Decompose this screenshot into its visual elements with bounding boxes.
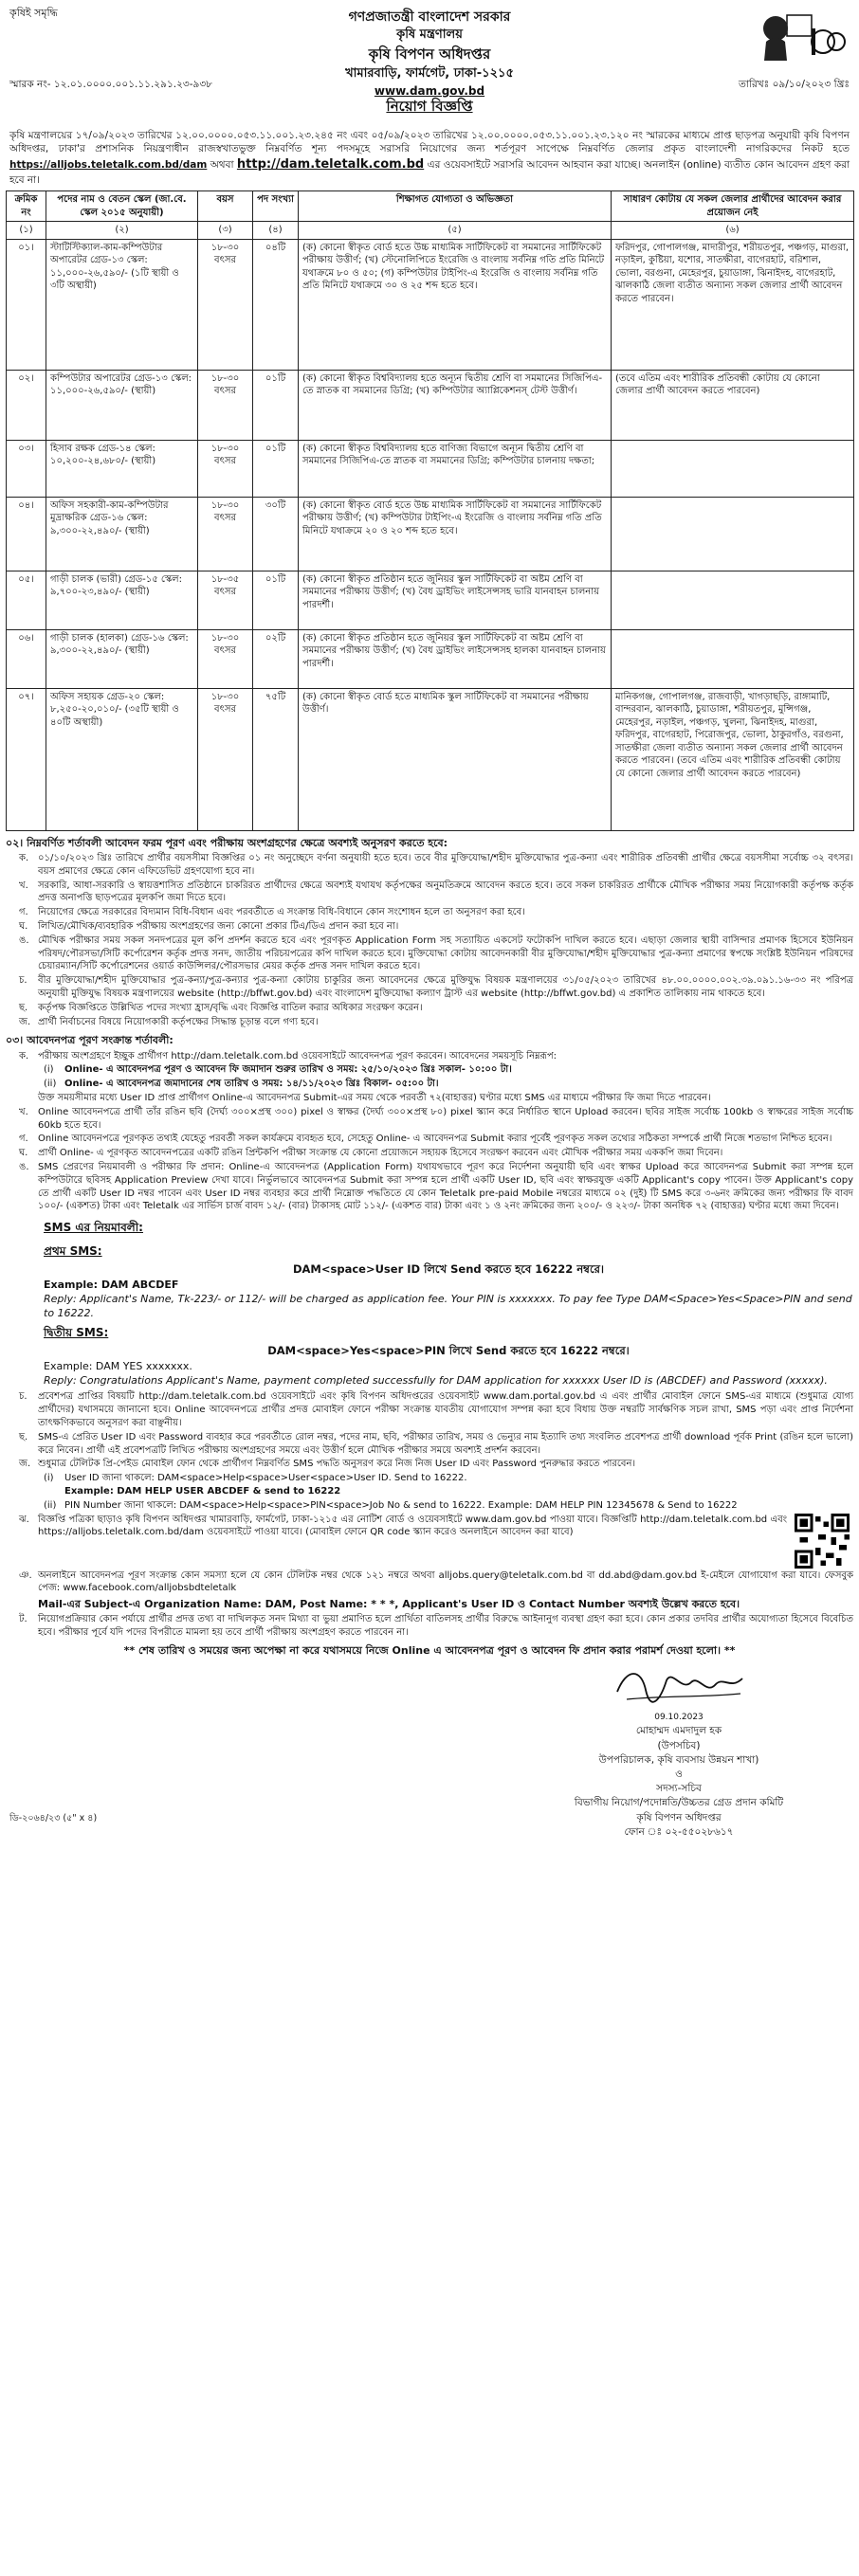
age-cell: ১৮-৩০ বৎসর (198, 440, 253, 497)
government-name: গণপ্রজাতন্ত্রী বাংলাদেশ সরকার (348, 9, 511, 25)
age-cell: ১৮-৩০ বৎসর (198, 497, 253, 571)
notice-availability-text: বিজ্ঞপ্তি পত্রিকা ছাড়াও কৃষি বিপণন অধিদপ্তর খামারবাড়ি, ফার্মগেট, ঢাকা-১২১৫ এর নোটিশ বোর্ড ও ওয়েবসাইটে www.dam.gov.bd পাওয়া যাবে। বিজ্ঞপ্তিটি http://dam.teletalk.com.bd এবং https://alljobs.teletalk.com.bd/dam ওয়েবসাইটে পাওয়া যাবে। (মোবাইল ফোনে QR code স্ক্যান করেও অনলাইনে আবেদন করা যাবে) (38, 1514, 787, 1538)
qualification-cell: (ক) কোনো স্বীকৃত প্রতিষ্ঠান হতে জুনিয়র স্কুল সার্টিফিকেট বা অষ্টম শ্রেণি বা সমমানের পরীক্ষায় উত্তীর্ণ; (খ) বৈধ ড্রাইভিং লাইসেন্সসহ হালকা যানবাহন চালনায় পারদর্শী। (299, 629, 612, 688)
apply-list-2 (6, 1092, 853, 1213)
post-cell: অফিস সহকারী-কাম-কম্পিউটার মুদ্রাক্ষরিক গ্রেড-১৬ স্কেল: ৯,৩০০-২২,৪৯০/- (স্থায়ী) (46, 497, 198, 571)
notice-page (6, 6, 853, 1838)
list-item (6, 1133, 853, 1146)
signature-date: 09.10.2023 (654, 1713, 704, 1723)
sub-key: (ii) (44, 1499, 57, 1511)
quota-cell: ফরিদপুর, গোপালগঞ্জ, মাদারীপুর, শরীয়তপুর, পঞ্চগড়, মাগুরা, নড়াইল, কুষ্টিয়া, যশোর, সাতক্ষীরা, বাগেরহাট, বরিশাল, ভোলা, বরগুনা, মেহেরপুর, চুয়াডাঙ্গা, ঝিনাইদহ, বাগেরহাট, ঝালকাঠি জেলা ব্যতীত অন্যান্য সকল জেলার প্রার্থী আবেদন করতে পারবেন। (612, 239, 854, 370)
recover-user-id-text: User ID জানা থাকলে: DAM<space>Help<space>User<space>User ID. Send to 16222. (64, 1473, 467, 1484)
table-row (7, 370, 854, 440)
quota-cell (612, 440, 854, 497)
item-key: চ. (19, 975, 27, 987)
item-key: ঞ. (19, 1569, 32, 1581)
item-text: লিখিত/মৌখিক/ব্যবহারিক পরীক্ষায় অংশগ্রহণের জন্য কোনো প্রকার টিএ/ডিএ প্রদান করা হবে না। (38, 921, 399, 933)
serial-cell: ০২। (7, 370, 46, 440)
second-sms-reply: Reply: Congratulations Applicant's Name, payment completed successfully for DAM application for xxxxxx User ID is (ABCDEF) and Password (xxxxx). (44, 1374, 828, 1388)
count-cell: ০৪টি (253, 239, 299, 370)
item-text: ০১/১০/২০২৩ খ্রিঃ তারিখে প্রার্থীর বয়সসীমা বিজ্ঞপ্তির ০১ নং অনুচ্ছেদে বর্ণনা অনুযায়ী হতে হবে। তবে বীর মুক্তিযোদ্ধা/শহীদ মুক্তিযোদ্ধার পুত্র-কন্যা এবং শারীরিক প্রতিবন্ধী প্রার্থীর ক্ষেত্রে বয়সসীমা সর্বোচ্চ ৩২ বৎসর। বয়স প্রমাণের ক্ষেত্রে কোন এফিডেভিট গ্রহণযোগ্য হবে না। (38, 853, 853, 877)
recover-pin-text: PIN Number জানা থাকলে: DAM<space>Help<space>PIN<space>Job No & send to 16222. Example: DAM HELP PIN 12345678 & Send to 16222 (64, 1499, 738, 1511)
signature-graphic (608, 1663, 750, 1707)
table-row (7, 571, 854, 629)
count-cell: ০১টি (253, 571, 299, 629)
memo-row (9, 78, 850, 91)
item-key: গ. (19, 1134, 28, 1145)
quota-cell (612, 571, 854, 629)
warning-list (6, 1613, 853, 1640)
item-key: ঘ. (19, 1148, 28, 1159)
apply-link-dam[interactable]: http://dam.teletalk.com.bd (236, 156, 425, 172)
colnum-cell: (৫) (299, 222, 612, 240)
item-text: SMS প্রেরণের নিয়মাবলী ও পরীক্ষার ফি প্রদান: Online-এ আবেদনপত্র (Application Form) যথাযথভাবে পূরণ করে নির্দেশনা অনুযায়ী ছবি এবং স্বাক্ষর Upload করে আবেদনপত্র Submit করা সম্পন্ন হলে কম্পিউটারে ছবিসহ Application Preview দেখা যাবে। নির্ভুলভাবে আবেদনপত্র Submit করা সম্পন্ন হলে প্রার্থী একটি User ID, ছবি এবং স্বাক্ষরযুক্ত একটি Applicant's copy পাবেন। উক্ত Applicant's copy তে প্রার্থী একটি User ID নম্বর পাবেন এবং User ID নম্বর ব্যবহার করে প্রার্থী নিম্নোক্ত পদ্ধতিতে যে কোন Teletalk pre-paid Mobile নম্বরের মাধ্যমে ০২ (দুই) টি SMS করে ৩-৬নং ক্রমিকের জন্য পরীক্ষার ফি বাবদ ১০০/- (একশত) টাকা এবং Teletalk এর সার্ভিস চার্জ বাবদ ১২/- (বার) টাকাসহ মোট ১১২/- (একশত বার) টাকা এবং ১ ও ২নং ক্রমিকের জন্য ২০০/- ও ২২৩/- টাকা অনধিক ৭২ (বাহাত্তর) ঘণ্টার মধ্যে জমা দিবেন। (38, 1161, 853, 1212)
colnum-cell: (২) (46, 222, 198, 240)
count-cell: ৩০টি (253, 497, 299, 571)
signature-block (537, 1663, 821, 1840)
list-item (6, 920, 853, 934)
item-key: চ. (19, 1391, 27, 1403)
signatory-title-3: ও (675, 1769, 683, 1780)
notice-title: নিয়োগ বিজ্ঞপ্তি (386, 98, 473, 115)
list-item (6, 906, 853, 919)
intro-or: অথবা (210, 158, 234, 171)
quota-cell: মানিকগঞ্জ, গোপালগঞ্জ, রাজবাড়ী, খাগড়াছড়ি, রাঙ্গামাটি, বান্দরবান, ঝালকাঠি, চুয়াডাঙ্গা, শরীয়তপুর, মুন্সিগঞ্জ, মেহেরপুর, নড়াইল, পঞ্চগড়, খুলনা, ঝিনাইদহ, মাগুরা, ফরিদপুর, বাগেরহাট, পিরোজপুর, ভোলা, ঠাকুরগাঁও, বরগুনা, সাতক্ষীরা জেলা ব্যতীত অন্যান্য সকল জেলার প্রার্থী আবেদন করতে পারবেন। (তবে এতিম এবং শারীরিক প্রতিবন্ধী কোটায় যে কোনো জেলার প্রার্থী আবেদন করতে পারবেন) (612, 688, 854, 830)
qualification-cell: (ক) কোনো স্বীকৃত বোর্ড হতে মাধ্যমিক স্কুল সার্টিফিকেট বা সমমানের পরীক্ষায় উত্তীর্ণ। (299, 688, 612, 830)
list-item (6, 1161, 853, 1213)
sub-key: (ii) (44, 1079, 57, 1090)
post-cell: হিসাব রক্ষক গ্রেড-১৪ স্কেল: ১০,২০০-২৪,৬৮০/- (স্থায়ী) (46, 440, 198, 497)
qr-code-icon[interactable] (795, 1514, 850, 1569)
schedule-start (44, 1063, 853, 1077)
department-address: খামারবাড়ি, ফার্মগেট, ঢাকা-১২১৫ (345, 65, 514, 81)
post-cell: স্টাটিস্টিক্যাল-কাম-কম্পিউটার অপারেটর গ্রেড-১৩ স্কেল: ১১,০০০-২৬,৫৯০/- (১টি স্থায়ী ও ৩টি অস্থায়ী) (46, 239, 198, 370)
item-key: ঝ. (19, 1514, 29, 1525)
colnum-cell: (৪) (253, 222, 299, 240)
item-key: খ. (19, 1106, 28, 1117)
item-text: কর্তৃপক্ষ বিজ্ঞপ্তিতে উল্লিখিত পদের সংখ্যা হ্রাস/বৃদ্ধি এবং বিজ্ঞপ্তি বাতিল করার অধিকার সংরক্ষণ করেন। (38, 1002, 423, 1013)
schedule-start-text: Online- এ আবেদনপত্র পূরণ ও আবেদন ফি জমাদান শুরুর তারিখ ও সময়: ২৫/১০/২০২৩ খ্রিঃ সকাল- ১০:০০ টা। (64, 1064, 512, 1076)
item-key: ঙ. (19, 934, 29, 946)
item-key: ছ. (19, 1431, 28, 1442)
header-cell: পদ সংখ্যা (253, 191, 299, 222)
item-key: জ. (19, 1016, 31, 1027)
item-text: প্রবেশপত্র প্রাপ্তির বিষয়টি http://dam.teletalk.com.bd ওয়েবসাইটে এবং কৃষি বিপণন অধিদপ্তরের ওয়েবসাইট www.dam.portal.gov.bd এ এবং প্রার্থীর মোবাইল ফোনে SMS-এর মাধ্যমে (শুধুমাত্র যোগ্য প্রার্থীদের) যথাসময়ে জানানো হবে। Online আবেদনপত্রে প্রার্থীর প্রদত্ত মোবাইল ফোনে পরীক্ষা সংক্রান্ত যাবতীয় যোগাযোগ সম্পন্ন করা হবে বিধায় উক্ত নম্বরটি সার্বক্ষণিক সচল রাখা, SMS পড়া এবং প্রাপ্ত নির্দেশনা তাৎক্ষণিকভাবে অনুসরণ করা বাঞ্ছনীয়। (38, 1391, 853, 1428)
list-item (6, 1147, 853, 1160)
item-text: শুধুমাত্র টেলিটক প্রি-পেইড মোবাইল ফোন থেকে প্রার্থীগণ নিম্নবর্ণিত SMS পদ্ধতি অনুসরণ করে নিজ নিজ User ID এবং Password পুনরুদ্ধার করতে পারবেন। (38, 1459, 636, 1470)
item-key: ছ. (19, 1002, 28, 1013)
item-text: প্রার্থী Online- এ পূরণকৃত আবেদনপত্রের একটি রঙিন প্রিন্টকপি পরীক্ষা সংক্রান্ত যে কোনো প্রয়োজনে সহায়ক হিসেবে সংরক্ষণ করবেন এবং মৌখিক পরীক্ষার সময় এককপি জমা দিবেন। (38, 1148, 723, 1159)
count-cell: ০১টি (253, 440, 299, 497)
post-cell: গাড়ী চালক (ভারী) গ্রেড-১৫ স্কেল: ৯,৭০০-২৩,৪৯০/- (স্থায়ী) (46, 571, 198, 629)
post-cell: কম্পিউটার অপারেটর গ্রেড-১৩ স্কেল: ১১,০০০-২৬,৫৯০/- (স্থায়ী) (46, 370, 198, 440)
notice-availability (6, 1514, 853, 1596)
list-item (6, 1002, 853, 1015)
mail-subject-note: Mail-এর Subject-এ Organization Name: DAM, Post Name: * * *, Applicant's User ID ও Contact Number অবশ্যই উল্লেখ করতে হবে। (38, 1598, 740, 1611)
second-sms-example: Example: DAM YES xxxxxxx. (44, 1360, 192, 1373)
sms-title: SMS এর নিয়মাবলী: (44, 1221, 143, 1235)
item-key: ট. (19, 1614, 27, 1625)
list-item (6, 934, 853, 973)
memo-date: তারিখঃ ০৯/১০/২০২৩ খ্রিঃ (739, 79, 850, 90)
item-key: ঙ. (19, 1161, 29, 1172)
item-text: উক্ত সময়সীমার মধ্যে User ID প্রাপ্ত প্রার্থীগণ Online-এ আবেদনপত্র Submit-এর সময় থেকে পরবর্তী ৭২(বাহাত্তর) ঘণ্টার মধ্যে SMS এর মাধ্যমে পরীক্ষার ফি জমা দিতে পারবেন। (38, 1092, 711, 1103)
motto: কৃষিই সমৃদ্ধি (9, 7, 58, 19)
item-text-wrap (38, 1514, 853, 1569)
post-cell: অফিস সহায়ক গ্রেড-২০ স্কেল: ৮,২৫০-২০,০১০/- (৩৫টি স্থায়ী ও ৪০টি অস্থায়ী) (46, 688, 198, 830)
recover-user-id-example: Example: DAM HELP USER ABCDEF & send to 16222 (64, 1485, 341, 1497)
department-name: কৃষি বিপণন অধিদপ্তর (368, 45, 491, 63)
list-item (6, 1050, 853, 1063)
qualification-cell: (ক) কোনো স্বীকৃত প্রতিষ্ঠান হতে জুনিয়র স্কুল সার্টিফিকেট বা অষ্টম শ্রেণি বা সমমানের পরীক্ষায় উত্তীর্ণ; (খ) বৈধ ড্রাইভিং লাইসেন্সসহ ভারি যানবাহন চালনায় পারদর্শী। (299, 571, 612, 629)
age-cell: ১৮-৩৫ বৎসর (198, 571, 253, 629)
qualification-cell: (ক) কোনো স্বীকৃত বোর্ড হতে উচ্চ মাধ্যমিক সার্টিফিকেট বা সমমানের সার্টিফিকেট পরীক্ষায় উত্তীর্ণ; (খ) স্টেনোলিপিতে ইংরেজি ও বাংলায় সর্বনিম্ন গতি প্রতি মিনিটে যথাক্রমে ৮০ ও ৫০; (গ) কম্পিউটার টাইপিং-এ ইংরেজি ও বাংলায় সর্বনিম্ন গতি প্রতি মিনিটে যথাক্রমে ৩০ ও ২৫ শব্দ হতে হবে। (299, 239, 612, 370)
list-item (6, 880, 853, 906)
list-item (6, 1106, 853, 1133)
qualification-cell: (ক) কোনো স্বীকৃত বিশ্ববিদ্যালয় হতে অন্যূন দ্বিতীয় শ্রেণি বা সমমানের সিজিপিএ-তে স্নাতক বা সমমানের ডিগ্রি; (খ) কম্পিউটার অ্যাপ্লিকেশনস্ টেস্ট উত্তীর্ণ। (299, 370, 612, 440)
item-key: ক. (19, 1050, 29, 1061)
list-item (6, 852, 853, 879)
header-cell: বয়স (198, 191, 253, 222)
memo-number: স্মারক নং- ১২.০১.০০০০.০০১.১১.২৯১.২৩-৯৩৮ (9, 79, 212, 90)
list-item (6, 1431, 853, 1458)
intro-text: কৃষি মন্ত্রণালয়ের ১৭/০৯/২০২৩ তারিখের ১২.০০.০০০০.০৫৩.১১.০০১.২৩.২৪৫ নং এবং ০৫/০৯/২০২৩ তারিখের ১২.০০.০০০০.০৫৩.১১.০০১.২৩.১২০ নং স্মারকের মাধ্যমে প্রাপ্ত ছাড়পত্র অনুযায়ী কৃষি বিপণন অধিদপ্তর, ঢাকা'র প্রশাসনিক নিয়ন্ত্রণাধীন রাজস্বখাতভুক্ত নিম্নবর্ণিত শূন্য পদসমূহে সরাসরি নিয়োগের জন্য শর্তপূরণ সাপেক্ষে নিম্নবর্ণিত জেলার প্রকৃত বাংলাদেশী নাগরিকদের নিকট হতে (9, 130, 850, 155)
table-row (7, 688, 854, 830)
posts-table (6, 190, 854, 831)
item-key: জ. (19, 1459, 31, 1470)
first-sms-command: DAM<space>User ID লিখে Send করতে হবে 16222 নম্বরে। (292, 1262, 605, 1277)
table-row (7, 629, 854, 688)
sms-instructions (44, 1216, 853, 1388)
ministry-name: কৃষি মন্ত্রণালয় (396, 27, 463, 43)
colnum-cell: (৩) (198, 222, 253, 240)
serial-cell: ০৬। (7, 629, 46, 688)
age-cell: ১৮-৩০ বৎসর (198, 239, 253, 370)
second-sms-label: দ্বিতীয় SMS: (44, 1325, 109, 1339)
serial-cell: ০১। (7, 239, 46, 370)
conditions-list (6, 852, 853, 1028)
quota-cell: (তবে এতিম এবং শারীরিক প্রতিবন্ধী কোটায় যে কোনো জেলার প্রার্থী আবেদন করতে পারবেন) (612, 370, 854, 440)
item-text: মৌখিক পরীক্ষার সময় সকল সনদপত্রের মূল কপি প্রদর্শন করতে হবে এবং পূরণকৃত Application Form সহ সত্যায়িত একসেট ফটোকপি দাখিল করতে হবে। এছাড়া জেলার স্থায়ী বাসিন্দার প্রমাণক হিসেবে ইউনিয়ন পরিষদ/পৌরসভা/সিটি কর্পোরেশন কর্তৃক প্রদত্ত সনদ, জাতীয় পরিচয়পত্রের কপি দাখিল করতে হবে। মুক্তিযোদ্ধা কোটায় আবেদনকারী বীর মুক্তিযোদ্ধা/শহীদ মুক্তিযোদ্ধার পুত্র-কন্যা প্রমাণের স্বপক্ষে সংশ্লিষ্ট ইউনিয়ন পরিষদের চেয়ারম্যান/সিটি কর্পোরেশনের ওয়ার্ড কাউন্সিলর/পৌরসভার মেয়র কর্তৃক প্রদত্ত সনদ দাখিল করতে হবে। (38, 934, 853, 972)
age-cell: ১৮-৩০ বৎসর (198, 688, 253, 830)
apply-title: ০৩। আবেদনপত্র পূরণ সংক্রান্ত শর্তাবলী: (6, 1034, 174, 1047)
count-cell: ৭৫টি (253, 688, 299, 830)
header-cell: পদের নাম ও বেতন স্কেল (জা.বে. স্কেল ২০১৫ অনুযায়ী) (46, 191, 198, 222)
item-key: ঘ. (19, 921, 28, 933)
item-key: খ. (19, 880, 28, 891)
footer-code: ডি-২০৬৪/২৩ (৫" x ৪) (9, 1812, 98, 1823)
header-cell: শিক্ষাগত যোগ্যতা ও অভিজ্ঞতা (299, 191, 612, 222)
mujib-centenary-logo (758, 9, 846, 72)
serial-cell: ০৪। (7, 497, 46, 571)
apply-link-alljobs[interactable]: https://alljobs.teletalk.com.bd/dam (9, 158, 208, 171)
signature-area (6, 1663, 853, 1838)
age-cell: ১৮-৩০ বৎসর (198, 629, 253, 688)
warning-text: নিয়োগপ্রক্রিয়ার কোন পর্যায়ে প্রার্থীর প্রদত্ত তথ্য বা দাখিলকৃত সনদ মিথ্যা বা ভুয়া প্রমাণিত হলে প্রার্থিতা বাতিলসহ প্রার্থীর বিরুদ্ধে আইনানুগ ব্যবস্থা গ্রহণ করা হবে। কোন প্রকার তদবির প্রার্থীর অযোগ্যতা হিসেবে বিবেচিত হবে। পরীক্ষার পূর্বে যদি পদের বিপরীতে মামলা হয় তবে প্রার্থী পরীক্ষায় অংশগ্রহণ করতে পারবেন না। (38, 1614, 853, 1639)
item-text: Online আবেদনপত্রে প্রার্থী তাঁর রঙিন ছবি (দৈর্ঘ্য ৩০০×প্রস্থ ৩০০) pixel ও স্বাক্ষর (দৈর্ঘ্য ৩০০×প্রস্থ ৮০) pixel স্ক্যান করে নির্ধারিত স্থানে Upload করবেন। ছবির সাইজ সর্বোচ্চ 100kb ও স্বাক্ষরের সাইজ সর্বোচ্চ 60kb হতে হবে। (38, 1106, 853, 1131)
schedule-end-text: Online- এ আবেদনপত্র জমাদানের শেষ তারিখ ও সময়: ১৪/১১/২০২৩ খ্রিঃ বিকাল- ০৫:০০ টা। (64, 1079, 439, 1090)
item-text: SMS-এ প্রেরিত User ID এবং Password ব্যবহার করে পরবর্তীতে রোল নম্বর, পদের নাম, ছবি, পরীক্ষার তারিখ, সময় ও ভেন্যুর নাম ইত্যাদি তথ্য সংবলিত প্রবেশপত্র প্রার্থী download পূর্বক Print (রঙিন হলে ভালো) করে নিবেন। প্রার্থী এই প্রবেশপত্রটি লিখিত পরীক্ষায় অংশগ্রহণের সময়ে এবং উত্তীর্ণ হলে মৌখিক পরীক্ষার সময়ে অবশ্যই প্রদর্শন করবেন। (38, 1431, 853, 1456)
recover-pin (44, 1499, 853, 1513)
first-sms-label: প্রথম SMS: (44, 1243, 102, 1258)
age-cell: ১৮-৩০ বৎসর (198, 370, 253, 440)
header (6, 6, 853, 127)
quota-cell (612, 497, 854, 571)
sub-key: (i) (44, 1473, 54, 1484)
item-text: বীর মুক্তিযোদ্ধা/শহীদ মুক্তিযোদ্ধার পুত্র-কন্যা/পুত্র-কন্যার পুত্র-কন্যা কোটায় চাকুরির জন্য আবেদনের ক্ষেত্রে মুক্তিযুদ্ধ বিষয়ক মন্ত্রণালয়ের ৩১/০৫/২০২৩ তারিখের ৪৮.০০.০০০০.০০২.৩৯.০৯১.১৬-৩৩ নং পরিপত্র অনুযায়ী মুক্তিযুদ্ধ বিষয়ক মন্ত্রণালয়ের website (http://bffwt.gov.bd) এবং বাংলাদেশ মুক্তিযোদ্ধা কল্যাণ ট্রাস্ট এর website (http://bffwt.gov.bd) এ প্রকাশিত তালিকায় নাম থাকতে হবে। (38, 975, 853, 1000)
item-text: প্রার্থী নির্বাচনের বিষয়ে নিয়োগকারী কর্তৃপক্ষের সিদ্ধান্ত চূড়ান্ত বলে গণ্য হবে। (38, 1016, 319, 1027)
qualification-cell: (ক) কোনো স্বীকৃত বোর্ড হতে উচ্চ মাধ্যমিক সার্টিফিকেট বা সমমানের সার্টিফিকেট পরীক্ষায় উত্তীর্ণ; (খ) কম্পিউটার টাইপিং-এ ইংরেজি ও বাংলায় সর্বনিম্ন গতি প্রতি মিনিটে যথাক্রমে ২০ ও ২০ শব্দ হতে হবে। (299, 497, 612, 571)
table-row (7, 497, 854, 571)
signatory-title-1: (উপসচিব) (657, 1739, 701, 1751)
colnum-cell: (৬) (612, 222, 854, 240)
apply-list (6, 1050, 853, 1063)
helpline-text: অনলাইনে আবেদনপত্র পূরণ সংক্রান্ত কোন সমস্যা হলে যে কোন টেলিটক নম্বর থেকে ১২১ নম্বরে অথবা alljobs.query@teletalk.com.bd বা dd.abd@dam.gov.bd ই-মেইলে যোগাযোগ করা যাবে। ফেসবুক পেজ: www.facebook.com/alljobsbdteletalk (38, 1569, 853, 1594)
item-key: গ. (19, 907, 28, 918)
first-sms-reply: Reply: Applicant's Name, Tk-223/- or 112/- will be charged as application fee. Your PIN is xxxxxxx. To pay fee Type DAM<Space>Yes<Space>PIN and send to 16222. (44, 1293, 852, 1320)
signatory-title-6: কৃষি বিপণন অধিদপ্তর (636, 1811, 722, 1823)
list-item (6, 1458, 853, 1471)
serial-cell: ০৭। (7, 688, 46, 830)
header-cell: ক্রমিক নং (7, 191, 46, 222)
intro-paragraph (9, 129, 850, 187)
table-colnum-row (7, 222, 854, 240)
item-text: পরীক্ষায় অংশগ্রহণে ইচ্ছুক প্রার্থীগণ http://dam.teletalk.com.bd ওয়েবসাইটে আবেদনপত্র পূরণ করবেন। আবেদনের সময়সূচি নিম্নরূপ: (38, 1050, 557, 1061)
qualification-cell: (ক) কোনো স্বীকৃত বিশ্ববিদ্যালয় হতে বাণিজ্য বিভাগে অন্যূন দ্বিতীয় শ্রেণি বা সমমানের সিজিপিএ-তে স্নাতক বা সমমানের ডিগ্রি; কম্পিউটার চালনায় দক্ষতা; (299, 440, 612, 497)
list-item (6, 1569, 853, 1596)
header-cell: সাধারণ কোটায় যে সকল জেলার প্রার্থীদের আবেদন করার প্রয়োজন নেই (612, 191, 854, 222)
second-sms-command: DAM<space>Yes<space>PIN লিখে Send করতে হবে 16222 নম্বরে। (267, 1344, 630, 1358)
quota-cell (612, 629, 854, 688)
post-cell: গাড়ী চালক (হালকা) গ্রেড-১৬ স্কেল: ৯,৩০০-২২,৪৯০/- (স্থায়ী) (46, 629, 198, 688)
recover-user-id (44, 1472, 853, 1498)
item-text: নিয়োগের ক্ষেত্রে সরকারের বিদ্যমান বিধি-বিধান এবং পরবর্তীতে এ সংক্রান্ত বিধি-বিধানে কোন সংশোধন হলে তা অনুসরণ করা হবে। (38, 907, 525, 918)
list-item (6, 1390, 853, 1429)
department-website[interactable]: www.dam.gov.bd (374, 83, 485, 98)
signatory-name: মোহাম্মদ এমদাদুল হক (635, 1725, 722, 1737)
table-row (7, 440, 854, 497)
colnum-cell: (১) (7, 222, 46, 240)
table-row (7, 239, 854, 370)
list-item (6, 1016, 853, 1029)
signatory-phone: ফোন ঃ ০২-৫৫০২৮৬১৭ (624, 1825, 734, 1838)
list-item (6, 1514, 853, 1569)
item-text: Online আবেদনপত্রে পূরণকৃত তথ্যই যেহেতু পরবর্তী সকল কার্যক্রমে ব্যবহৃত হবে, সেহেতু Online- এ আবেদনপত্র Submit করার পূর্বেই পূরণকৃত সকল তথ্যের সঠিকতা সম্পর্কে প্রার্থী নিজে শতভাগ নিশ্চিত হবেন। (38, 1134, 832, 1145)
list-item (6, 1092, 853, 1105)
serial-cell: ০৫। (7, 571, 46, 629)
item-text: সরকারি, আধা-সরকারি ও স্বায়ত্তশাসিত প্রতিষ্ঠানে চাকরিরত প্রার্থীদের ক্ষেত্রে অবশ্যই যথাযথ কর্তৃপক্ষের অনুমতিক্রমে আবেদন করতে হবে। তবে সকল চাকরিরত প্রার্থীকে মৌখিক পরীক্ষার সময় নিয়োগকারী কর্তৃপক্ষ কর্তৃক প্রদত্ত অনাপত্তি ছাড়পত্রের মূলকপি জমা দিতে হবে। (38, 880, 853, 904)
conditions-title: ০২। নিম্নবর্ণিত শর্তাবলী আবেদন ফরম পূরণ এবং পরীক্ষায় অংশগ্রহণের ক্ষেত্রে অবশ্যই অনুসরণ করতে হবে: (6, 836, 448, 849)
schedule-end (44, 1078, 853, 1091)
serial-cell: ০৩। (7, 440, 46, 497)
count-cell: ০২টি (253, 629, 299, 688)
signatory-title-2: উপপরিচালক, কৃষি ব্যবসায় উন্নয়ন শাখা) (598, 1753, 759, 1766)
signatory-title-4: সদস্য-সচিব (656, 1783, 702, 1795)
table-header-row (7, 191, 854, 222)
count-cell: ০১টি (253, 370, 299, 440)
list-item (6, 1613, 853, 1640)
sub-key: (i) (44, 1064, 54, 1076)
intro-text-2: এর ওয়েবসাইটে সরাসরি আবেদন আহবান করা যাচ্ছে। অনলাইন (online) ব্যতীত কোন আবেদন গ্রহণ করা হবে না। (9, 158, 850, 186)
signatory-title-5: বিভাগীয় নিয়োগ/পদোন্নতি/উচ্চতর গ্রেড প্রদান কমিটি (574, 1797, 784, 1809)
closing-note: ** শেষ তারিখ ও সময়ের জন্য অপেক্ষা না করে যথাসময়ে নিজে Online এ আবেদনপত্র পূরণ ও আবেদন ফি প্রদান করার পরামর্শ দেওয়া হলো। ** (123, 1643, 736, 1657)
first-sms-example: Example: DAM ABCDEF (44, 1279, 179, 1292)
list-item (6, 974, 853, 1001)
item-key: ক. (19, 853, 29, 864)
more-list (6, 1390, 853, 1471)
